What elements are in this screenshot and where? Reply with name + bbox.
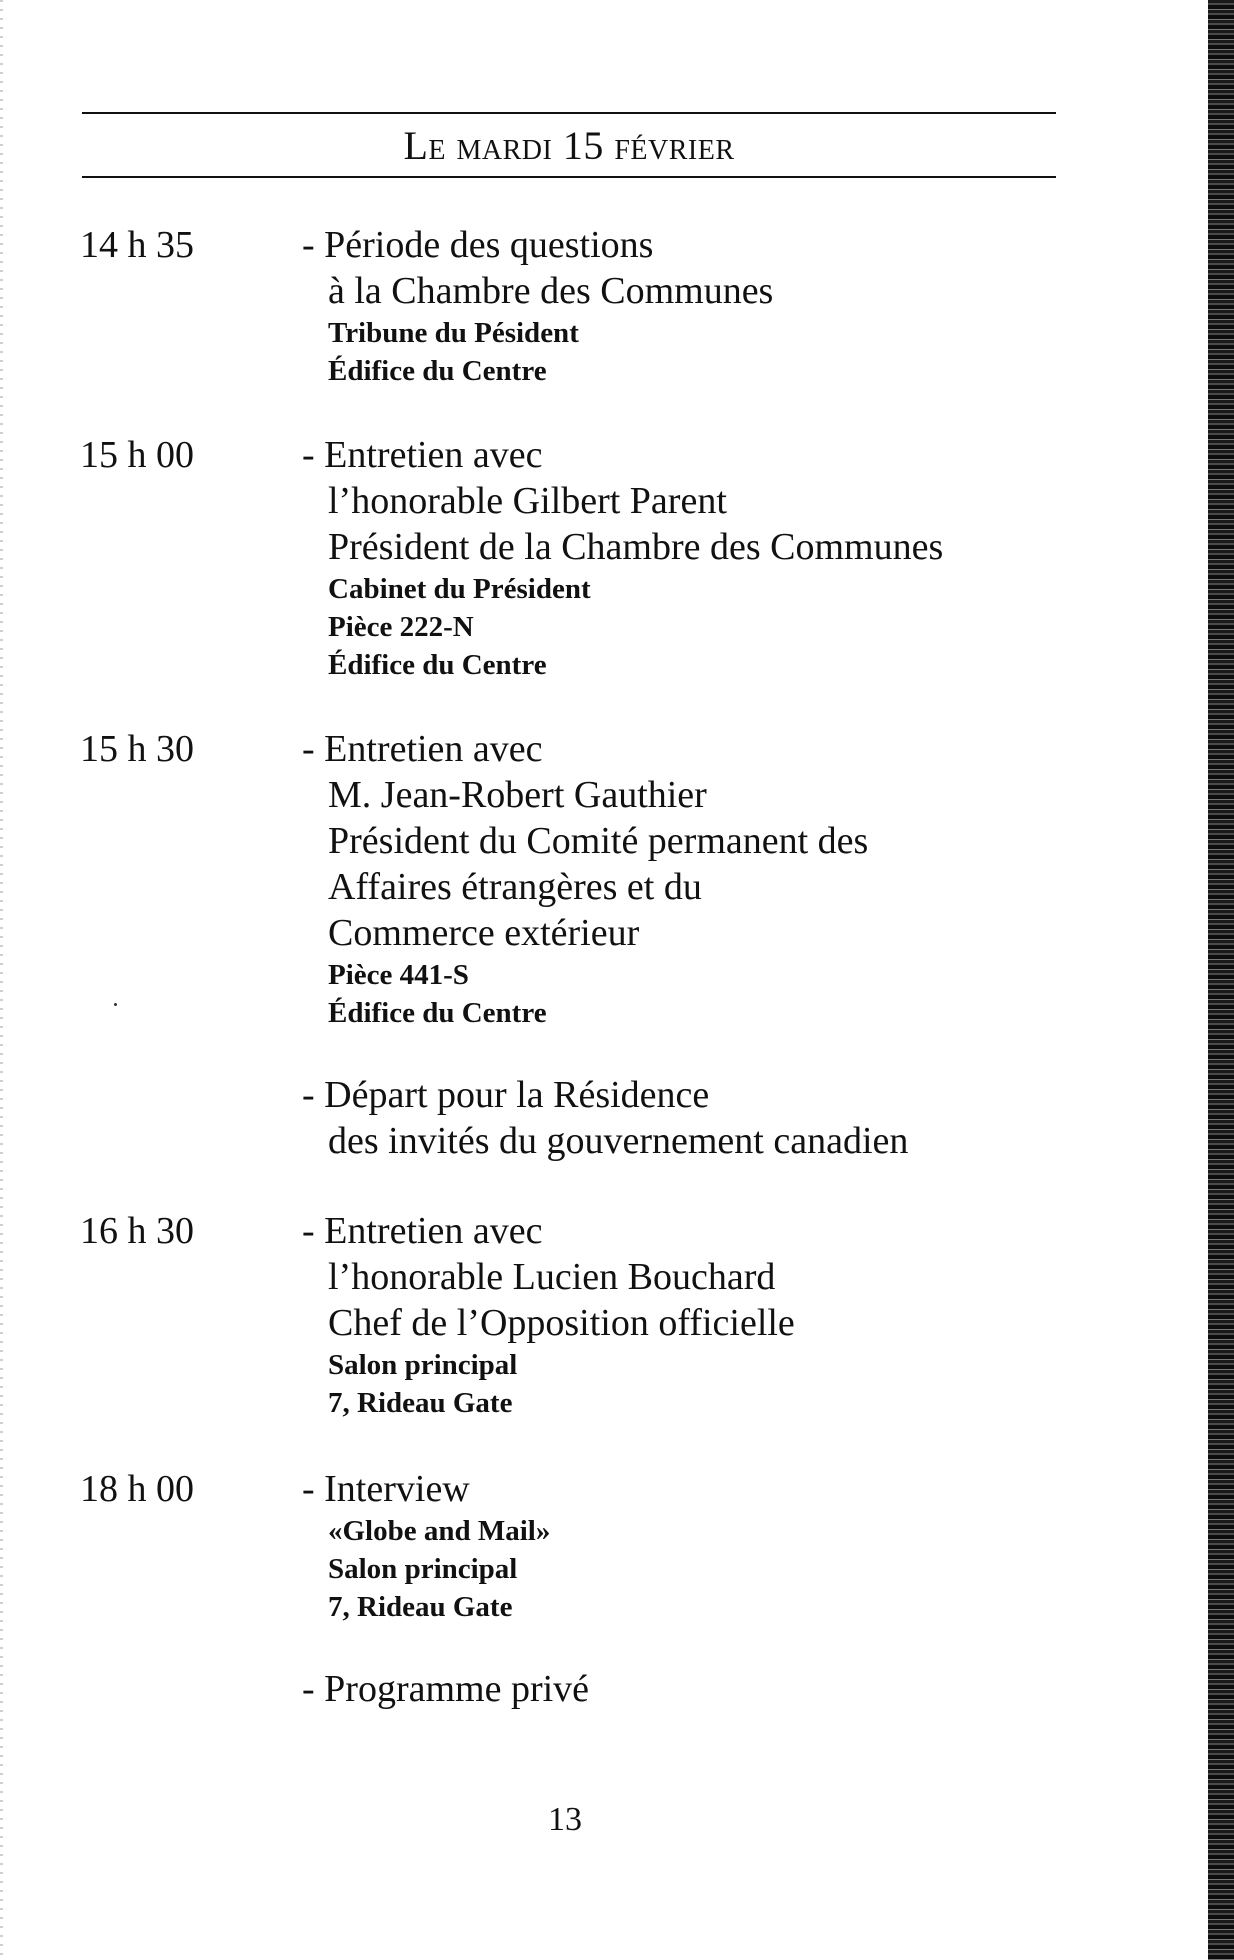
entry-location-line: Salon principal xyxy=(328,1553,518,1585)
entry-title-line: Commerce extérieur xyxy=(328,912,640,954)
entry-location-line: 7, Rideau Gate xyxy=(328,1591,513,1623)
scan-binding-edge xyxy=(1208,0,1234,1960)
entry-time: 18 h 00 xyxy=(80,1468,194,1510)
entry-body xyxy=(302,1208,1062,1422)
entry-title-line: Président du Comité permanent des xyxy=(328,820,869,862)
entry-title-line: M. Jean-Robert Gauthier xyxy=(328,774,707,816)
entry-title-line: - Entretien avec xyxy=(302,1210,543,1252)
entry-title-line: Chef de l’Opposition officielle xyxy=(328,1302,795,1344)
entry-time: 15 h 00 xyxy=(80,434,194,476)
entry-title-line: - Entretien avec xyxy=(302,728,543,770)
heading-rule-bottom xyxy=(82,176,1056,178)
entry-body xyxy=(302,1666,1062,1712)
page-heading xyxy=(82,118,1056,174)
entry-body xyxy=(302,222,1062,390)
entry-location-line: Salon principal xyxy=(328,1349,518,1381)
entry-title-line: Affaires étrangères et du xyxy=(328,866,702,908)
entry-location-line: Pièce 441-S xyxy=(328,959,469,991)
entry-title-line: à la Chambre des Communes xyxy=(328,270,774,312)
entry-title-line: - Interview xyxy=(302,1468,470,1510)
entry-location-line: Pièce 222-N xyxy=(328,611,474,643)
entry-time: 14 h 35 xyxy=(80,224,194,266)
entry-location-line: Édifice du Centre xyxy=(328,649,547,681)
entry-title-line: des invités du gouvernement canadien xyxy=(328,1120,909,1162)
scan-left-edge xyxy=(0,0,3,1960)
entry-time: 15 h 30 xyxy=(80,728,194,770)
entry-body xyxy=(302,432,1062,684)
entry-location-line: «Globe and Mail» xyxy=(328,1515,551,1547)
heading-day: Le mardi xyxy=(403,123,553,168)
page-number: 13 xyxy=(548,1801,582,1838)
entry-title-line: - Période des questions xyxy=(302,224,654,266)
heading-month: février xyxy=(614,123,735,168)
entry-title-line: l’honorable Lucien Bouchard xyxy=(328,1256,776,1298)
entry-title-line: - Entretien avec xyxy=(302,434,543,476)
entry-location-line: Édifice du Centre xyxy=(328,355,547,387)
entry-body xyxy=(302,1466,1062,1626)
entry-title-line: Président de la Chambre des Communes xyxy=(328,526,944,568)
entry-title-line: l’honorable Gilbert Parent xyxy=(328,480,727,522)
entry-body xyxy=(302,1072,1062,1164)
entry-title-line: - Départ pour la Résidence xyxy=(302,1074,710,1116)
heading-date-number: 15 xyxy=(562,123,604,168)
entry-location-line: Tribune du Pésident xyxy=(328,317,579,349)
entry-time: 16 h 30 xyxy=(80,1210,194,1252)
entry-location-line: 7, Rideau Gate xyxy=(328,1387,513,1419)
entry-title-line: - Programme privé xyxy=(302,1668,590,1710)
entry-body xyxy=(302,726,1062,1032)
entry-location-line: Édifice du Centre xyxy=(328,997,547,1029)
entry-location-line: Cabinet du Président xyxy=(328,573,591,605)
heading-rule-top xyxy=(82,112,1056,114)
scan-speck xyxy=(114,1003,117,1006)
